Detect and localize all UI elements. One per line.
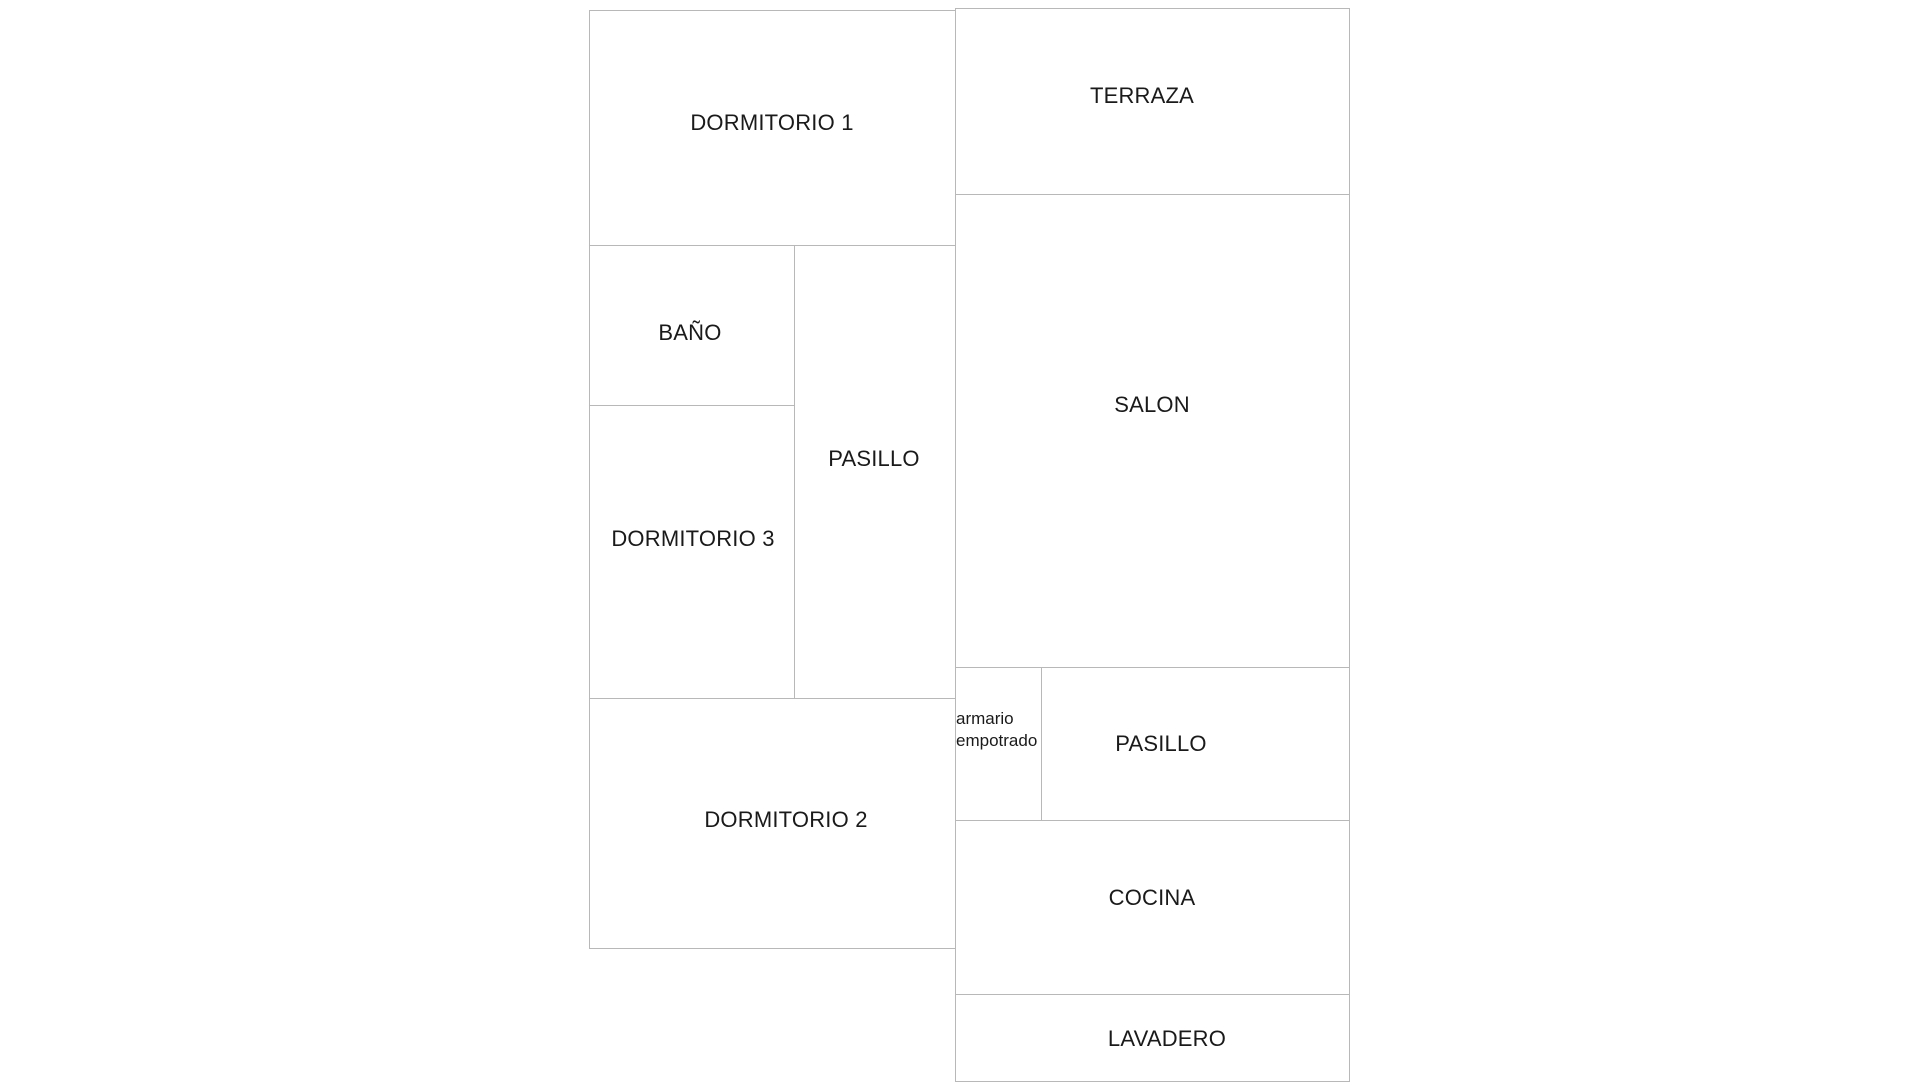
label-bano: BAÑO <box>658 320 722 345</box>
room-salon <box>955 194 1350 668</box>
label-lavadero: LAVADERO <box>1107 1026 1227 1051</box>
label-pasillo-right: PASILLO <box>1115 731 1207 756</box>
label-armario-empotrado <box>956 708 1037 752</box>
label-armario-line1: armario <box>956 709 1014 728</box>
label-dormitorio-2: DORMITORIO 2 <box>704 807 868 832</box>
room-dormitorio-3 <box>589 405 795 699</box>
label-cocina: COCINA <box>1108 885 1196 910</box>
label-pasillo-left: PASILLO <box>828 446 920 471</box>
label-terraza: TERRAZA <box>1089 83 1195 108</box>
label-dormitorio-3: DORMITORIO 3 <box>611 526 775 551</box>
label-salon: SALON <box>1114 392 1190 417</box>
label-armario-line2: empotrado <box>956 731 1038 750</box>
label-dormitorio-1: DORMITORIO 1 <box>690 110 854 135</box>
room-pasillo-left <box>794 245 956 699</box>
